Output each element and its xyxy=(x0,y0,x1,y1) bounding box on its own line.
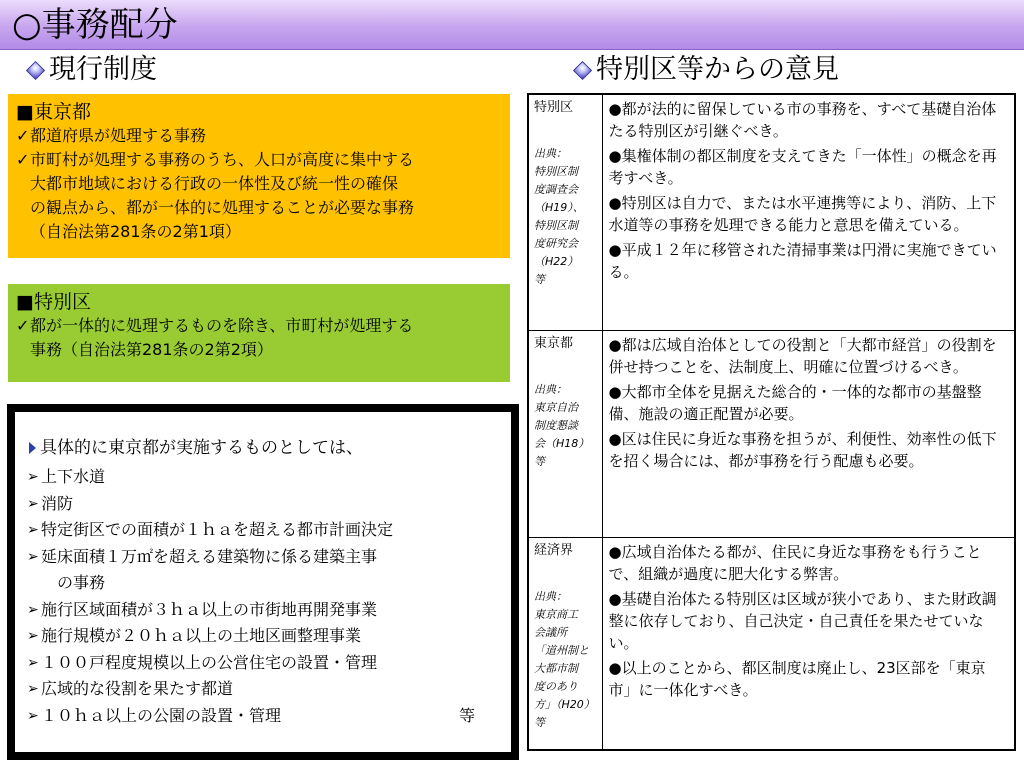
citation-line: 度研究会 xyxy=(534,237,578,250)
tokyo-metro-lines xyxy=(16,124,502,244)
tokyo-metro-line-text: （自治法第281条の2第1項） xyxy=(30,222,241,241)
examples-inner xyxy=(14,411,512,753)
arrow-bullet-icon: ➢ xyxy=(27,495,39,512)
citation-line: 大都市制 xyxy=(534,661,578,675)
opinion-cell xyxy=(602,331,1015,538)
triangle-bullet-icon xyxy=(29,442,36,454)
example-item xyxy=(27,517,505,544)
tokyo-metro-line xyxy=(16,196,502,220)
opinion-item: ●集権体制の都区制度を支えてきた「一体性」の概念を再考すべき。 xyxy=(608,147,997,187)
citation-line: 会議所 xyxy=(534,625,567,639)
page-title: ○事務配分 xyxy=(12,5,178,45)
current-system-heading-text: 現行制度 xyxy=(49,54,157,85)
example-item-text: １０ｈａ以上の公園の設置・管理 xyxy=(41,705,282,725)
examples-intro xyxy=(29,436,505,460)
example-item-text: 特定街区での面積が１ｈａを超える都市計画決定 xyxy=(41,520,394,539)
example-item-text: 消防 xyxy=(41,493,74,513)
example-item xyxy=(27,676,505,703)
example-item xyxy=(27,597,505,624)
arrow-bullet-icon: ➢ xyxy=(27,681,39,697)
source-cell xyxy=(528,94,602,331)
example-item xyxy=(27,544,505,571)
opinion-item: ●大都市全体を見据えた総合的・一体的な都市の基盤整備、施設の適正配置が必要。 xyxy=(608,383,982,424)
citation-line: 出典： xyxy=(534,383,567,397)
diamond-bullet-icon xyxy=(573,60,592,79)
example-item-text: 上下水道 xyxy=(41,467,106,486)
opinion-cell xyxy=(602,94,1015,331)
source-cell xyxy=(528,331,602,538)
tokyo-metro-line-text: 大都市地域における行政の一体性及び統一性の確保 xyxy=(30,174,399,193)
example-item-text: の事務 xyxy=(57,573,106,592)
checkmark-icon: ✓ xyxy=(16,316,30,335)
opinions-table xyxy=(527,93,1016,751)
etc-label: 等 xyxy=(459,705,476,725)
citation-line: 東京自治 xyxy=(534,401,578,415)
citation-line: 度のあり xyxy=(534,679,578,693)
example-item xyxy=(27,623,505,650)
arrow-bullet-icon: ➢ xyxy=(27,707,39,724)
opinion-item: ●平成１２年に移管された清掃事業は円滑に実施できている。 xyxy=(608,241,997,281)
special-ward-box xyxy=(8,284,510,382)
current-system-heading xyxy=(28,53,157,87)
citation-line: 「道州制と xyxy=(534,643,589,657)
special-ward-line-text: 事務（自治法第281条の2第2項） xyxy=(30,340,273,359)
citation-line: 出典： xyxy=(534,589,567,603)
tokyo-metro-line xyxy=(16,124,502,148)
checkmark-icon: ✓ xyxy=(16,150,30,169)
special-ward-lines xyxy=(16,314,502,362)
tokyo-metro-heading: ■東京都 xyxy=(16,101,91,123)
tokyo-metro-line-text: 市町村が処理する事務のうち、人口が高度に集中する xyxy=(30,150,415,169)
special-ward-line xyxy=(16,314,502,338)
examples-list xyxy=(27,464,505,729)
tokyo-metro-line xyxy=(16,172,502,196)
example-item xyxy=(27,650,505,677)
citation-line: 制度懇談 xyxy=(534,419,578,433)
example-item-text: １００戸程度規模以上の公営住宅の設置・管理 xyxy=(41,652,378,672)
special-ward-line-text: 都が一体的に処理するものを除き、市町村が処理する xyxy=(30,316,414,335)
opinion-item: ●以上のことから、都区制度は廃止し、23区部を「東京市」に一体化すべき。 xyxy=(608,658,986,699)
opinions-heading-text: 特別区等からの意見 xyxy=(596,54,839,85)
citation-line: （H19）、 xyxy=(534,201,584,214)
citation-line: 特別区制 xyxy=(534,165,578,178)
citation-line: 度調査会 xyxy=(534,183,578,196)
examples-box xyxy=(7,404,519,760)
source-citation xyxy=(534,588,597,732)
citation-line: （H22） xyxy=(534,255,579,268)
tokyo-metro-line xyxy=(16,148,502,172)
opinion-cell xyxy=(602,537,1015,750)
example-item xyxy=(27,491,505,518)
example-item-text: 延床面積１万㎡を超える建築物に係る建築主事 xyxy=(41,546,378,566)
opinion-item: ●広域自治体たる都が、住民に身近な事務をも行うことで、組織が過度に肥大化する弊害。 xyxy=(608,542,982,583)
citation-line: 東京商工 xyxy=(534,607,578,621)
example-item xyxy=(27,703,505,730)
opinion-row xyxy=(528,537,1015,750)
example-item xyxy=(27,464,505,491)
source-name: 経済界 xyxy=(534,542,574,558)
tokyo-metro-line-text: の観点から、都が一体的に処理することが必要な事務 xyxy=(30,198,415,217)
examples-intro-text: 具体的に東京都が実施するものとしては、 xyxy=(40,438,363,458)
tokyo-metro-line-text: 都道府県が処理する事務 xyxy=(30,126,207,145)
arrow-bullet-icon: ➢ xyxy=(27,654,39,671)
source-cell xyxy=(528,537,602,750)
citation-line: 等 xyxy=(534,455,545,469)
special-ward-line xyxy=(16,338,502,362)
opinion-row xyxy=(528,331,1015,538)
opinion-item: ●都が法的に留保している市の事務を、すべて基礎自治体たる特別区が引継ぐべき。 xyxy=(608,100,997,140)
source-citation xyxy=(534,145,597,289)
source-name: 特別区 xyxy=(534,100,574,115)
tokyo-metro-box xyxy=(8,94,510,258)
arrow-bullet-icon: ➢ xyxy=(27,522,39,538)
citation-line: 出典： xyxy=(534,147,567,160)
tokyo-metro-line xyxy=(16,220,502,244)
special-ward-heading: ■特別区 xyxy=(16,291,91,313)
citation-line: 方」（H20） xyxy=(534,697,595,711)
opinion-item: ●都は広域自治体としての役割と「大都市経営」の役割を併せ持つことを、法制度上、明確に位置づけるべき。 xyxy=(608,336,997,377)
diamond-bullet-icon xyxy=(26,60,45,79)
opinion-item: ●特別区は自力で、または水平連携等により、消防、上下水道等の事務を処理できる能力と意思を備えている。 xyxy=(608,194,997,234)
example-item xyxy=(27,570,505,597)
arrow-bullet-icon: ➢ xyxy=(27,601,39,618)
opinions-heading xyxy=(575,53,839,87)
example-item-text: 広域的な役割を果たす都道 xyxy=(41,679,234,698)
opinion-item: ●基礎自治体たる特別区は区域が狭小であり、また財政調整に依存しており、自己決定・自己責任を果たせていない。 xyxy=(608,589,997,652)
opinion-row xyxy=(528,94,1015,331)
arrow-bullet-icon: ➢ xyxy=(27,628,39,644)
opinion-item: ●区は住民に身近な事務を担うが、利便性、効率性の低下を招く場合には、都が事務を行う配慮も必要。 xyxy=(608,430,997,471)
title-bar xyxy=(0,0,1024,50)
citation-line: 会（H18） xyxy=(534,437,590,451)
arrow-bullet-icon: ➢ xyxy=(27,548,39,565)
source-name: 東京都 xyxy=(534,336,574,352)
example-item-text: 施行規模が２０ｈａ以上の土地区画整理事業 xyxy=(41,626,362,645)
citation-line: 等 xyxy=(534,715,545,729)
citation-line: 特別区制 xyxy=(534,219,578,232)
source-citation xyxy=(534,381,597,471)
checkmark-icon: ✓ xyxy=(16,126,30,145)
arrow-bullet-icon: ➢ xyxy=(27,469,39,485)
citation-line: 等 xyxy=(534,273,545,286)
example-item-text: 施行区域面積が３ｈａ以上の市街地再開発事業 xyxy=(41,599,378,619)
